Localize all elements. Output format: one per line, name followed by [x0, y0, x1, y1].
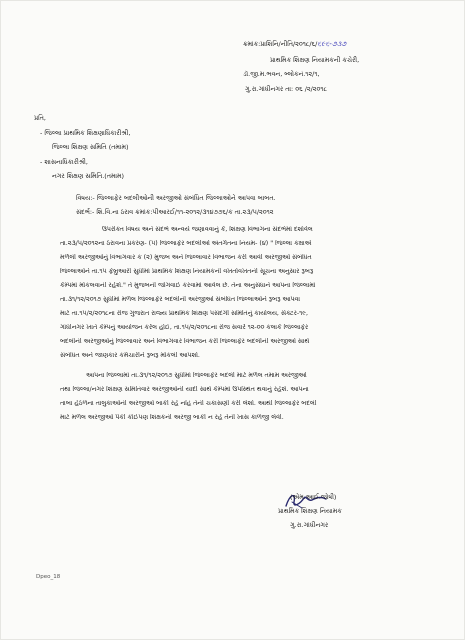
body-line: જિલ્લાઓને તા.૧૫ ફેબ્રુઆરી સુધીમાં પ્રાથમિક શિક્ષણ નિયામકની વખતોવખતની સૂચના અનુસાર રૂબરૂ [60, 268, 314, 275]
signatory-place: ગુ.રા.ગાંધીનગર [290, 521, 329, 529]
signatory-name: (એમ.આઈ.જોષી) [290, 493, 337, 501]
body-line: મળેલી અરજીઓનું વિભાગવાર ક (૨) મુજબ અને જિલ્લાવાર વિભાજન કરી આવી અરજીઓ સંબંધિત [60, 254, 312, 261]
office-name: પ્રાથમિક શિક્ષણ નિયામકની કચેરી, [270, 56, 360, 64]
body-line: તાબા હેઠળના તાલુકાઓની અરજીઓ બાકી રહે નહિ તેની ચકાસણી કરી લેશો. આથી જિલ્લાફેર બદલી [60, 400, 317, 407]
body-line: બદલીની અરજીઓનું જિલ્લાવાર અને વિભાગવાર વિભાજન કરી જિલ્લાફેર બદલીની અરજીઓ સાથે [60, 338, 310, 345]
office-address: ડૉ.જી.મ.ભવન, બ્લોકનં.૧૨/૧, [243, 70, 320, 78]
body-line: ઉપરોક્ત વિષય અને સંદર્ભ અન્વયે જણાવવાનું કે, શિક્ષણ વિભાગના સંદર્ભમાં દર્શાવેલ [102, 226, 313, 233]
reference-prefix: ક્રમાંક:પ્રાશિનિ/નીતિ/૨૦૧૮/૬/ [243, 40, 318, 48]
footer-code: Dpeo_18 [36, 574, 61, 580]
recipient-prati: પ્રતિ, [34, 114, 46, 122]
body-line: માટે તા.૧૫/૨/૨૦૧૮ના રોજ ગુજરાત રાજ્ય પ્રાથમિક શિક્ષણ પસંદગી સમિતિનું કાર્યાલય, સેક્ટર-૧૯, [60, 310, 308, 317]
body-line: આપના જિલ્લામાં તા.૩૧/૧૨/૨૦૧૭ સુધીમાં જિલ્લાફેર બદલી માટે મળેલ તમામ અરજીઓ [86, 372, 307, 379]
subject-reference: સંદર્ભ:- શિ.વિ.ના ઠરાવ ક્રમાંક:પીઆરઈ/૧૧-૨૦૧૨/૩૧૪૭૭૬/ક તા.૨૩/૫/૨૦૧૨ [76, 208, 274, 216]
body-line: તા.૩૧/૧૨/૨૦૧૭ સુધીમાં મળેલ જિલ્લાફેર બદલીની અરજીઓ સંબંધિત જિલ્લાઓને રૂબરૂ આપવા [60, 296, 300, 303]
recipient-line-2: જિલ્લા શિક્ષણ સમિતિ (તમામ) [52, 143, 129, 151]
body-line: તથા જિલ્લા/નગર શિક્ષણ સમિતિવાર અરજીઓની યાદી સાથે કેમ્પમાં ઉપસ્થિત થવાનું રહેશે. આપના [60, 386, 309, 393]
body-line: માટે મળેલ અરજીઓ પૈકી કોઈપણ શિક્ષકની અરજી બાકી ન રહે તેની ખાસ કાળજી લેવી. [60, 414, 284, 421]
recipient-line-4: નગર શિક્ષણ સમિતિ.(તમામ) [52, 172, 125, 180]
recipient-line-3: - શાસનાધિકારીશ્રી, [40, 158, 88, 166]
subject-line: વિષય:- જિલ્લાફેર બદલીઓની અરજીઓ સંબંધિત જિલ્લાઓને આપવા બાબત. [76, 194, 276, 202]
reference-handwritten: ૬૯૬-૭૩૭ [317, 40, 347, 48]
body-line: તા.૨૩/૫/૨૦૧૨ના ઠરાવના પ્રકરણ- (૫) જિલ્લાફેર બદલીઓ અંતર્ગતના નિયમ- (૪) " જિલ્લા કક્ષાએ [60, 240, 312, 247]
body-line: ગાંધીનગર ખાતે કેમ્પનું આયોજન કરેલ હોઈ, તા.૧૫/૨/૨૦૧૮ના રોજ સવારે ૧૨-૦૦ કલાકે જિલ્લાફેર [60, 324, 309, 331]
body-line: સંબંધિત અને જાણકાર કર્મચારીને રૂબરૂ મોકલી આપશો. [60, 352, 200, 359]
body-line: કેમ્પમાં મોકલવાની રહેશે." તે મુજબની જોગવાઈ કરવામાં આવેલ છે. તેના અનુસંધાને આપના જિલ્લામાં [60, 282, 316, 289]
reference-number [243, 40, 346, 48]
signatory-title: પ્રાથમિક શિક્ષણ નિયામક [278, 507, 342, 515]
office-place-date: ગુ.રા.ગાંધીનગર તા: ૦૬ /૨/૨૦૧૮ [245, 85, 327, 93]
recipient-line-1: - જિલ્લા પ્રાથમિક શિક્ષણાધિકારીશ્રી, [40, 129, 131, 137]
